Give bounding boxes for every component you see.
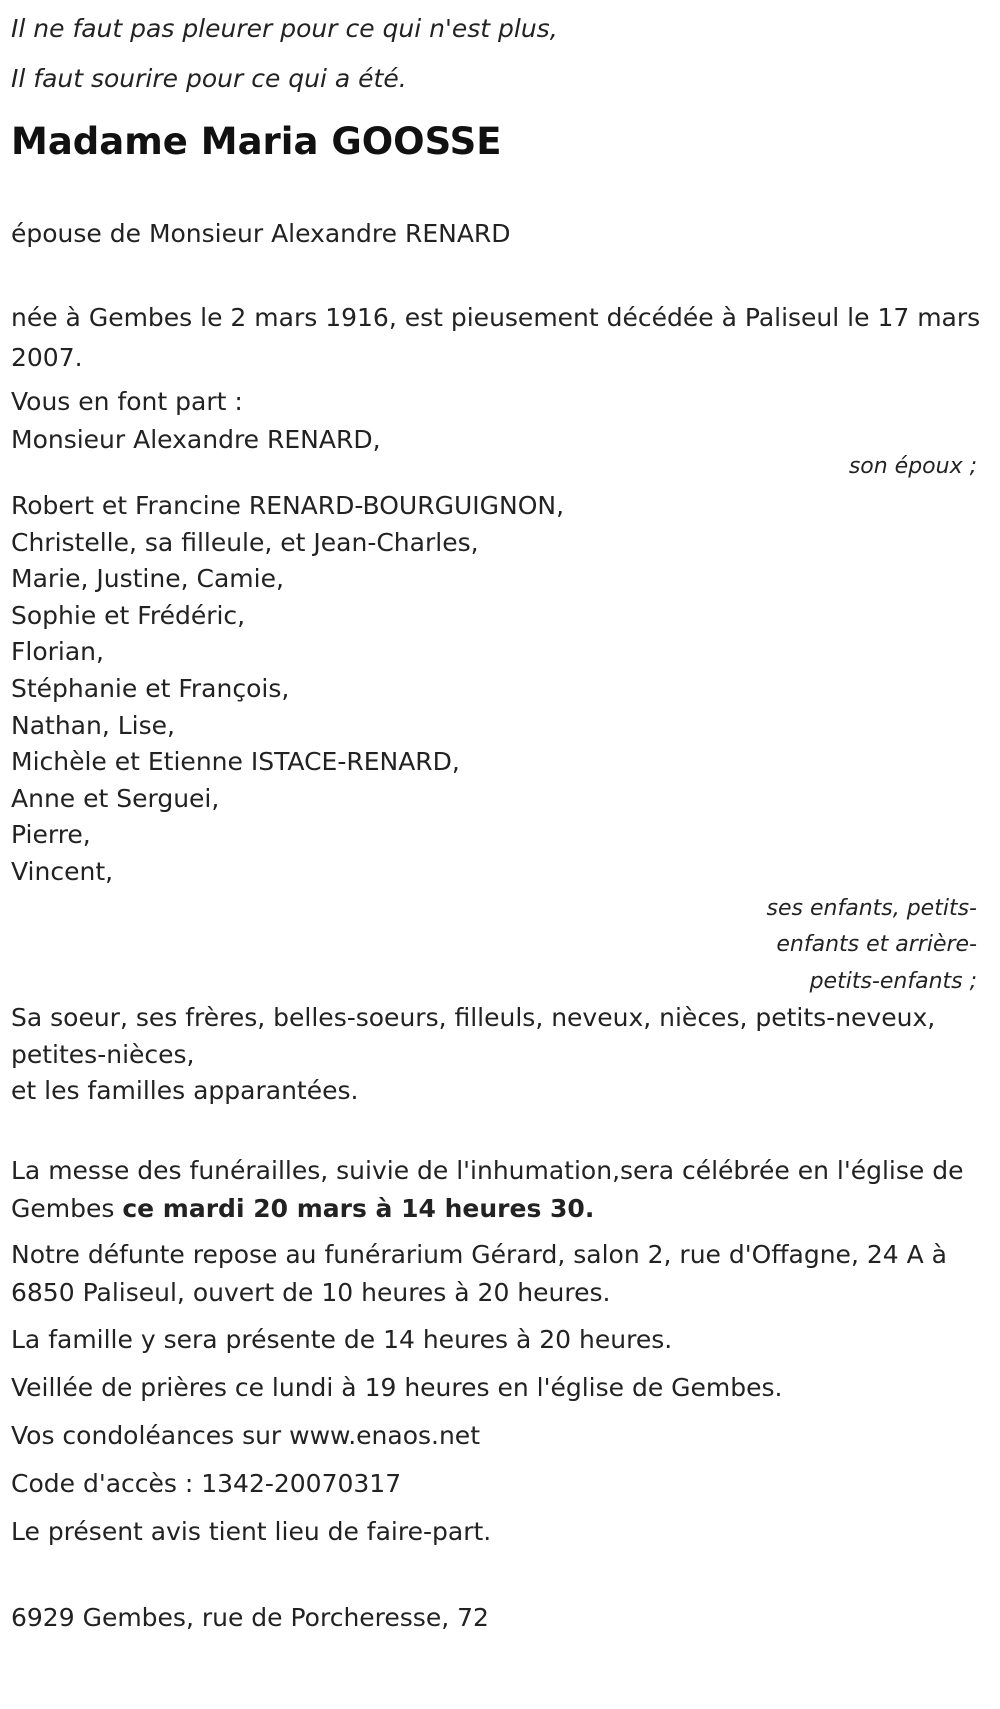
access-code-detail: Code d'accès : 1342-20070317 [11, 1468, 402, 1498]
family-member: Pierre, [11, 820, 91, 850]
family-member: Florian, [11, 637, 104, 667]
extended-family [11, 1000, 989, 1110]
spouse-line: épouse de Monsieur Alexandre RENARD [11, 219, 511, 248]
family-member: Marie, Justine, Camie, [11, 564, 284, 594]
quote-line-2: Il faut sourire pour ce qui a été. [11, 64, 407, 93]
funerarium-detail: Notre défunte repose au funérarium Gérard, salon 2, rue d'Offagne, 24 A à 6850 Paliseul, ouvert de 10 heures à 20 heures. [11, 1239, 947, 1307]
vigil-detail: Veillée de prières ce lundi à 19 heures en l'église de Gembes. [11, 1372, 783, 1402]
family-member: Anne et Serguei, [11, 783, 220, 813]
birth-death-text: née à Gembes le 2 mars 1916, est pieusement décédée à Paliseul le 17 mars 2007. [11, 303, 981, 372]
notice-statement: Le présent avis tient lieu de faire-part. [11, 1516, 492, 1546]
quote-line-1: Il ne faut pas pleurer pour ce qui n'est plus, [11, 14, 558, 43]
family-address: 6929 Gembes, rue de Porcheresse, 72 [11, 1602, 489, 1632]
family-member: Nathan, Lise, [11, 710, 175, 740]
family-role-line: ses enfants, petits- [766, 895, 977, 921]
family-role [737, 891, 989, 1001]
funeral-mass-text [11, 1152, 989, 1228]
condolences-detail: Vos condoléances sur www.enaos.net [11, 1420, 480, 1450]
deceased-name: Madame Maria GOOSSE [11, 120, 502, 163]
extended-family-line: Sa soeur, ses frères, belles-soeurs, filleuls, neveux, nièces, petits-neveux, petites-nièces, [11, 1003, 936, 1069]
spouse-role: son époux ; [848, 454, 977, 479]
memorial-quote [11, 4, 989, 104]
spouse-name: Monsieur Alexandre RENARD, [11, 425, 381, 454]
family-member: Vincent, [11, 856, 114, 886]
family-members-list [11, 488, 989, 891]
family-role-line: petits-enfants ; [809, 968, 977, 994]
family-member: Robert et Francine RENARD-BOURGUIGNON, [11, 491, 565, 520]
family-presence-detail: La famille y sera présente de 14 heures à 20 heures. [11, 1324, 673, 1354]
family-member: Sophie et Frédéric, [11, 600, 246, 630]
family-role-line: enfants et arrière- [776, 932, 977, 958]
family-member: Christelle, sa filleule, et Jean-Charles, [11, 527, 479, 557]
funeral-details [11, 1236, 989, 1552]
mass-text: La messe des funérailles, suivie de l'inhumation,sera célébrée en l'église de Gembes [11, 1155, 964, 1223]
family-member: Michèle et Etienne ISTACE-RENARD, [11, 747, 460, 777]
family-member: Stéphanie et François, [11, 673, 290, 703]
announce-intro: Vous en font part : [11, 387, 243, 416]
obituary-notice [11, 0, 989, 1638]
mass-date: ce mardi 20 mars à 14 heures 30. [122, 1193, 595, 1223]
extended-family-line: et les familles apparantées. [11, 1076, 359, 1106]
